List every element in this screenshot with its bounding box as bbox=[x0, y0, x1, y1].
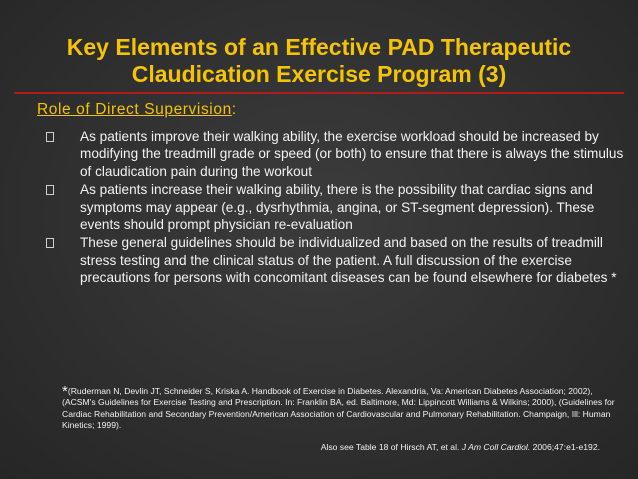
citation-journal: J Am Coll Cardiol. bbox=[461, 442, 531, 452]
bullet-item bbox=[46, 234, 632, 286]
square-bullet-icon bbox=[46, 238, 54, 248]
citation-prefix: Also see Table 18 of Hirsch AT, et al. bbox=[320, 442, 462, 452]
footnote-star: * bbox=[62, 383, 68, 400]
bullet-text: As patients improve their walking ability, the exercise workload should be increased by modifying the treadmill grade or speed (or both) to ensure that there is always the stimulus of claudication pain during the workout bbox=[80, 129, 624, 179]
section-heading-text: Role of Direct Supervision bbox=[37, 101, 232, 118]
section-heading-colon: : bbox=[231, 101, 237, 118]
citation bbox=[321, 442, 600, 453]
square-bullet-icon bbox=[46, 185, 54, 195]
square-bullet-icon bbox=[46, 132, 54, 142]
citation-suffix: 2006;47:e1-e192. bbox=[530, 442, 600, 452]
bullet-list bbox=[46, 128, 632, 288]
footnote bbox=[62, 384, 628, 432]
footnote-text: (Ruderman N, Devlin JT, Schneider S, Kriska A. Handbook of Exercise in Diabetes. Alexandria, Va: American Diabetes Association; 2002), (ACSM's Guidelines for Exercise Testing and Prescription. In: Franklin BA, ed. Baltimore, Md: Lippincott Williams & Wilkins; 2000), (Guidelines for Cardiac Rehabilitation and Secondary Prevention/American Association of Cardiovascular and Pulmonary Rehabilitation. Champaign, Ill: Human Kinetics; 1999). bbox=[62, 386, 615, 431]
section-heading bbox=[37, 100, 237, 120]
bullet-item bbox=[46, 181, 632, 233]
slide-title bbox=[10, 34, 628, 88]
title-divider bbox=[14, 92, 624, 94]
bullet-item bbox=[46, 128, 632, 180]
slide-title-line-1: Key Elements of an Effective PAD Therapeutic bbox=[66, 34, 572, 60]
slide-title-line-2: Claudication Exercise Program (3) bbox=[131, 61, 507, 87]
bullet-text: These general guidelines should be individualized and based on the results of treadmill stress testing and the clinical status of the patient. A full discussion of the exercise precautions for persons with concomitant diseases can be found elsewhere for diabetes * bbox=[80, 235, 617, 286]
bullet-text: As patients increase their walking ability, there is the possibility that cardiac signs and symptoms may appear (e.g., dysrhythmia, angina, or ST-segment depression). These events should prompt physician re-evaluation bbox=[80, 182, 595, 233]
